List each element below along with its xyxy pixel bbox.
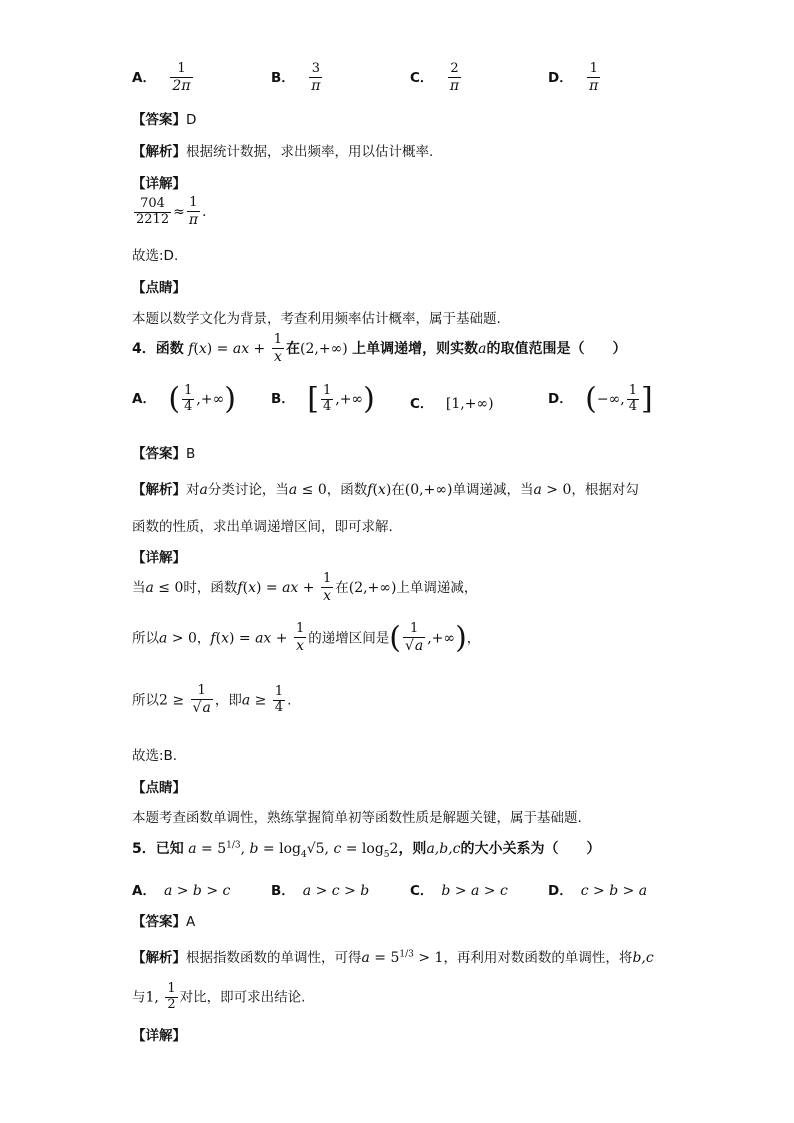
q4-detail-line2: 所以a > 0，f(x) = ax + $\frac{1}{x}$ 的递增区间是( $\frac{1}{√a}$ ,+∞)， xyxy=(132,620,481,656)
q4-analysis-line2: 函数的性质，求出单调递增区间，即可求解. xyxy=(132,519,393,535)
q5-detail-heading: 【详解】 xyxy=(132,1028,186,1044)
q3-detail-heading: 【详解】 xyxy=(132,176,186,192)
q4-option-b: B． [ $\frac{1}{4}$ ,+∞) xyxy=(271,381,375,417)
q3-option-d-fraction: $\frac{1}{\pi}$ xyxy=(589,61,599,94)
q4-detail-line3: 所以2 ≥ $\frac{1}{√a}$ ，即a ≥ $\frac{1}{4}$ . xyxy=(132,683,292,716)
q5-analysis-line1: 【解析】根据指数函数的单调性，可得$a = 5^{1/3} > 1$，再利用对数函数的单调性，将b,c xyxy=(132,949,654,966)
q4-answer: 【答案】B xyxy=(132,446,196,462)
q4-option-d: D． (−∞, $\frac{1}{4}$ ] xyxy=(548,381,653,417)
q3-answer: 【答案】D xyxy=(132,112,197,128)
q4-detail-heading: 【详解】 xyxy=(132,550,186,566)
q5-option-a: A． a > b > c xyxy=(132,883,231,899)
q4-comment-heading: 【点睛】 xyxy=(132,780,186,796)
q3-analysis: 【解析】根据统计数据，求出频率，用以估计概率. xyxy=(132,144,434,160)
q3-conclusion: 故选:D. xyxy=(132,248,179,264)
q5-option-b: B． a > c > b xyxy=(271,883,370,899)
q3-option-a-fraction: $\frac{1}{2\pi}$ xyxy=(172,61,191,94)
q3-option-b-fraction: $\frac{3}{\pi}$ xyxy=(311,61,321,94)
q3-option-c-fraction: $\frac{2}{\pi}$ xyxy=(449,61,460,94)
q3-option-c: C． $\frac{2}{\pi}$ xyxy=(410,61,460,94)
q3-option-a: A． $\frac{1}{2\pi}$ xyxy=(132,61,191,94)
q4-analysis-line1: 【解析】对a分类讨论，当a ≤ 0，函数f(x)在(0,+∞)单调递减，当a > 0，根据对勾 xyxy=(132,482,639,498)
q4-comment: 本题考查函数单调性，熟练掌握简单初等函数性质是解题关键，属于基础题. xyxy=(132,810,582,826)
q5-answer: 【答案】A xyxy=(132,914,196,930)
q5-option-c: C． b > a > c xyxy=(410,883,508,899)
q3-comment: 本题以数学文化为背景，考查利用频率估计概率，属于基础题. xyxy=(132,311,501,327)
q5-stem: 5．已知 $a = 5^{1/3}$, $b = \log_4√5$, $c = \log_52$，则a,b,c的大小关系为（ ） xyxy=(132,840,601,860)
q4-conclusion: 故选:B. xyxy=(132,748,178,764)
q3-option-b: B． $\frac{3}{\pi}$ xyxy=(271,61,321,94)
q5-analysis-line2: 与1, $\frac{1}{2}$ 对比，即可求出结论. xyxy=(132,981,306,1012)
q5-option-d: D． c > b > a xyxy=(548,883,648,899)
q4-option-c: C． [1,+∞) xyxy=(410,396,494,412)
q3-option-d: D． $\frac{1}{\pi}$ xyxy=(548,61,599,94)
q4-detail-line1: 当a ≤ 0时，函数f(x) = ax + $\frac{1}{x}$ 在(2,+∞)上单调递减， xyxy=(132,571,478,604)
q3-comment-heading: 【点睛】 xyxy=(132,280,186,296)
q3-detail-formula: $\frac{704}{2212}$ ≈ $\frac{1}{\pi}$ . xyxy=(136,195,207,228)
q4-stem: 4．函数 f(x) = ax + $\frac{1}{x}$ 在(2,+∞) 上单调递增，则实数a的取值范围是（ ） xyxy=(132,332,627,365)
q4-option-a: A． ( $\frac{1}{4}$ ,+∞) xyxy=(132,381,236,417)
